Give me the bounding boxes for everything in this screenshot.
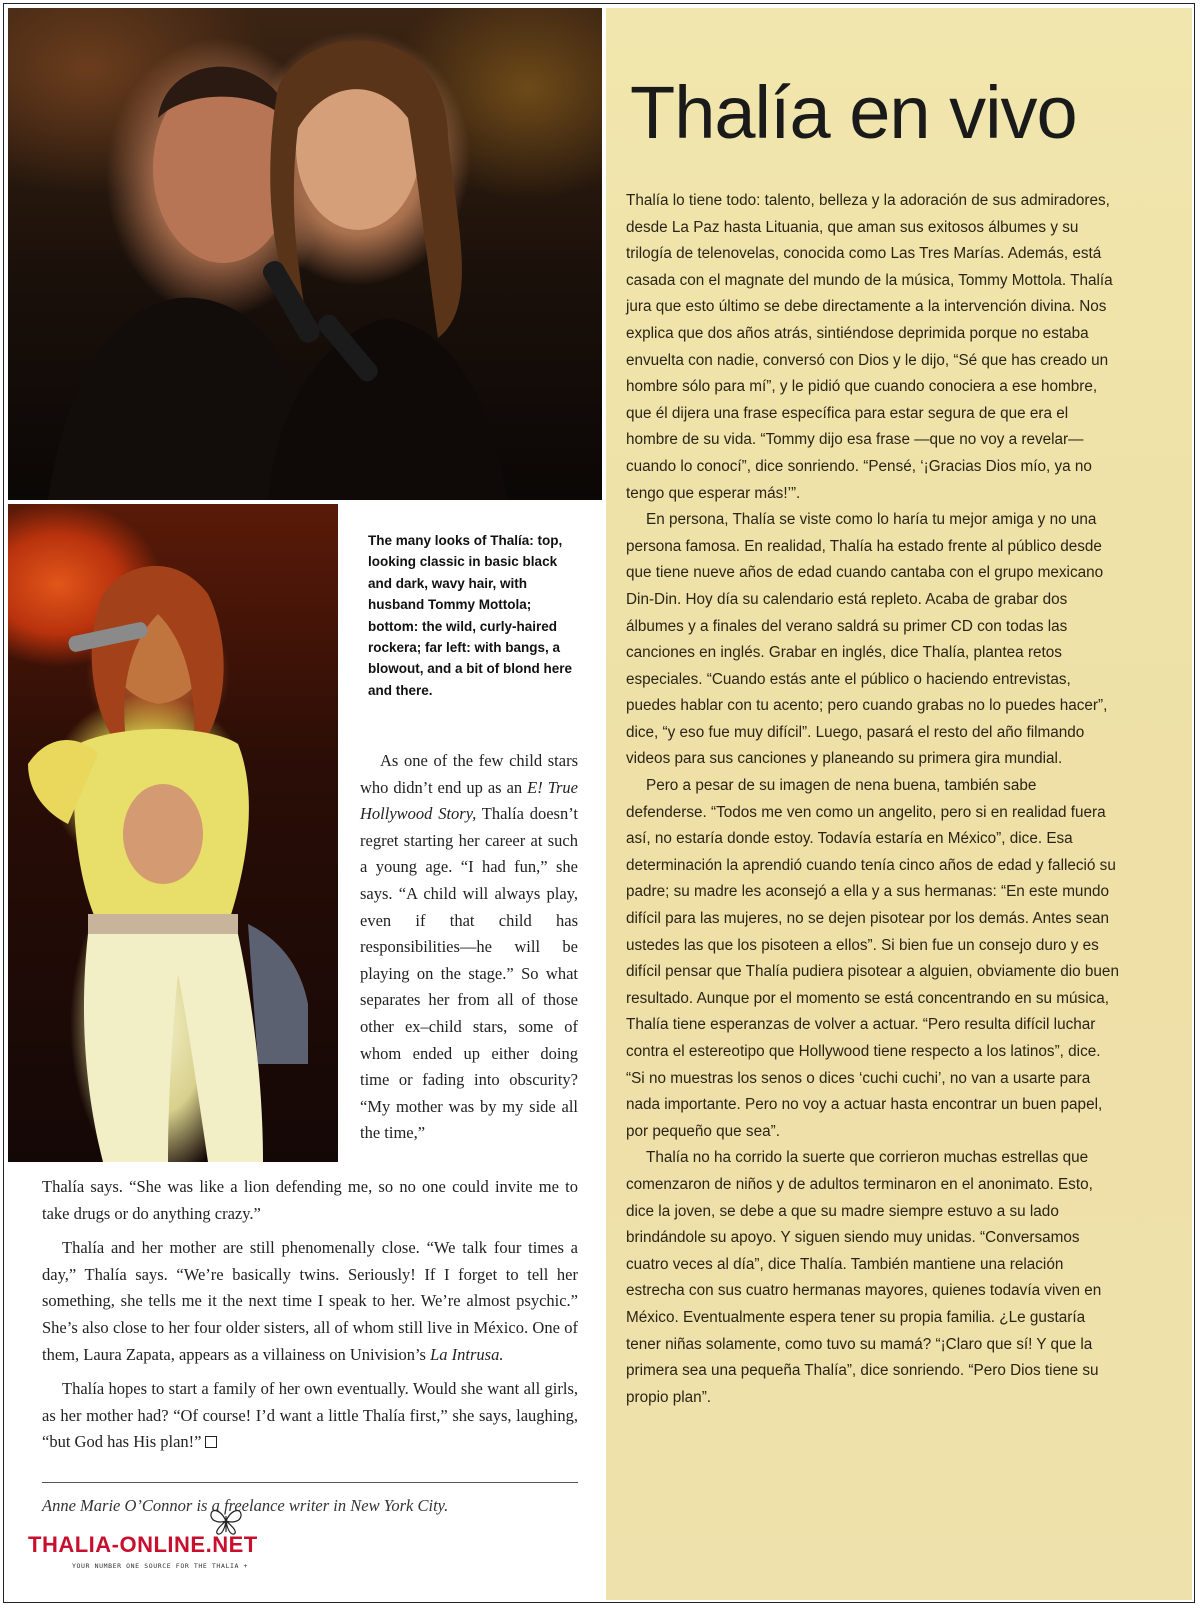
byline: Anne Marie O’Connor is a freelance writer in New York City. [42, 1496, 449, 1515]
spanish-paragraph-4: Thalía no ha corrido la suerte que corrieron muchas estrellas que comenzaron de niños y de adultos terminaron en el anonimato. Esto, dice la joven, se debe a que su madre siempre estuvo a su lado brindándole su apoyo. Y siguen siendo muy unidas. “Conversamos cuatro veces al día”, dice Thalía. También mantiene una relación estrecha con sus cuatro hermanas mayores, quienes todavía viven en México. Eventualmente espera tener su propia familia. ¿Le gustaría tener niñas solamente, como tuvo su mamá? “¡Claro que sí! Y que la primera sea una pequeña Thalía”, dice sonriendo. “Pero Dios tiene su propio plan”. [626, 1149, 1102, 1406]
english-p3-text: Thalía hopes to start a family of her own eventually. Would she want all girls, as her mother had? “Of course! I’d want a little Thalía first,” she says, laughing, “but God has His plan!” [42, 1379, 578, 1452]
site-logo [28, 1532, 268, 1570]
english-p2-italic: La Intrusa. [430, 1344, 504, 1364]
spanish-title: Thalía en vivo [630, 71, 1077, 154]
butterfly-icon [208, 1506, 244, 1536]
english-paragraph-1 [360, 748, 578, 1147]
spanish-paragraph-1: Thalía lo tiene todo: talento, belleza y la adoración de sus admiradores, desde La Paz hasta Lituania, que aman sus exitosos álbumes y su trilogía de telenovelas, conocida como Las Tres Marías. Además, está casada con el magnate del mundo de la música, Tommy Mottola. Thalía jura que esto último se debe directamente a la intervención divina. Nos explica que dos años atrás, sintiéndose deprimida porque no estaba envuelta con nadie, conversó con Dios y le dijo, “Sé que has creado un hombre sólo para mí”, y le pidió que cuando conociera a ese hombre, que él dijera una frase específica para estar segura de que era el hombre de su vida. “Tommy dijo esa frase —que no voy a revelar— cuando lo conocí”, dice sonriendo. “Pensé, ‘¡Gracias Dios mío, ya no tengo que esperar más!’”. [626, 192, 1113, 502]
english-paragraph-2 [42, 1235, 578, 1368]
photo-bottom-figure [8, 504, 338, 1162]
english-p1-italic: E! True Hollywood Story, [360, 777, 578, 824]
logo-name: THALIA-ONLINE.NET [28, 1532, 258, 1557]
logo-tagline: YOUR NUMBER ONE SOURCE FOR THE THALIA + [72, 1562, 249, 1570]
photo-thalia-with-husband [8, 8, 602, 500]
byline-divider [42, 1482, 578, 1483]
spanish-paragraph-3: Pero a pesar de su imagen de nena buena, también sabe defenderse. “Todos me ven como un angelito, pero si en realidad fuera así, no estaría donde estoy. Todavía estaría en México”, dice. Esa determinación la aprendió cuando tenía cinco años de edad y falleció su padre; su madre les aconsejó a ella y a sus hermanas: “En este mundo difícil para las mujeres, no se dejen pisotear por los demás. Antes sean ustedes las que los pisoteen a ellos”. Si bien fue un consejo duro y es difícil pensar que Thalía pudiera pisotear a alguien, obviamente dio buen resultado. Aunque por el momento se está concentrando en su música, Thalía tiene esperanzas de volver a actuar. “Pero resulta difícil luchar contra el estereotipo que Hollywood tiene respecto a los latinos”, dice. “Si no muestras los senos o dices ‘cuchi cuchi’, no van a usarte para nada importante. Pero no voy a actuar hasta encontrar un buen papel, por pequeño que sea”. [626, 777, 1119, 1140]
english-article-continued [42, 1174, 578, 1464]
english-p1-rest: Thalía doesn’t regret starting her career at such a young age. “I had fun,” she says. “A child will always play, even if that child has responsibilities—he will be playing on the stage.” So what separates her from all of those other ex–child stars, some of whom ended up either doing time or fading into obscurity? “My mother was by my side all the time,” [360, 804, 578, 1143]
photo-caption: The many looks of Thalía: top, looking classic in basic black and dark, wavy hair, with husband Tommy Mottola; bottom: the wild, curly-haired rockera; far left: with bangs, a blowout, and a bit of blond here and there. [368, 533, 572, 698]
spanish-paragraph-2: En persona, Thalía se viste como lo haría tu mejor amiga y no una persona famosa. En realidad, Thalía ha estado frente al público desde que tiene nueve años de edad cuando cantaba con el grupo mexicano Din-Din. Hoy día su calendario está repleto. Acaba de grabar dos álbumes y a finales del verano saldrá su primer CD con todas las canciones en inglés. Grabar en inglés, dice Thalía, plantea retos especiales. “Cuando estás ante el público o haciendo entrevistas, puedes hablar con tu acento; pero cuando grabas no lo puedes hacer”, dice, “y eso fue muy difícil”. Luego, pasará el resto del año filmando videos para sus canciones y planeando su primera gira mundial. [626, 511, 1108, 768]
photo-thalia-on-stage [8, 504, 338, 1162]
end-square-icon [205, 1436, 217, 1448]
english-paragraph-1-continued: Thalía says. “She was like a lion defending me, so no one could invite me to take drugs or do anything crazy.” [42, 1177, 578, 1223]
english-paragraph-3 [42, 1376, 578, 1456]
english-p1-start: As one of the few child stars who didn’t end up as an [360, 751, 578, 797]
english-p2-start: Thalía and her mother are still phenomenally close. “We talk four times a day,” Thalía says. “We’re basically twins. Seriously! If I forget to tell her something, she tells me it the next time I speak to her. We’re almost psychic.” She’s also close to her four older sisters, all of whom still live in México. One of them, Laura Zapata, appears as a villainess on Univision’s [42, 1238, 578, 1364]
photo-top-figures [8, 8, 602, 500]
spanish-article [626, 188, 1120, 1411]
